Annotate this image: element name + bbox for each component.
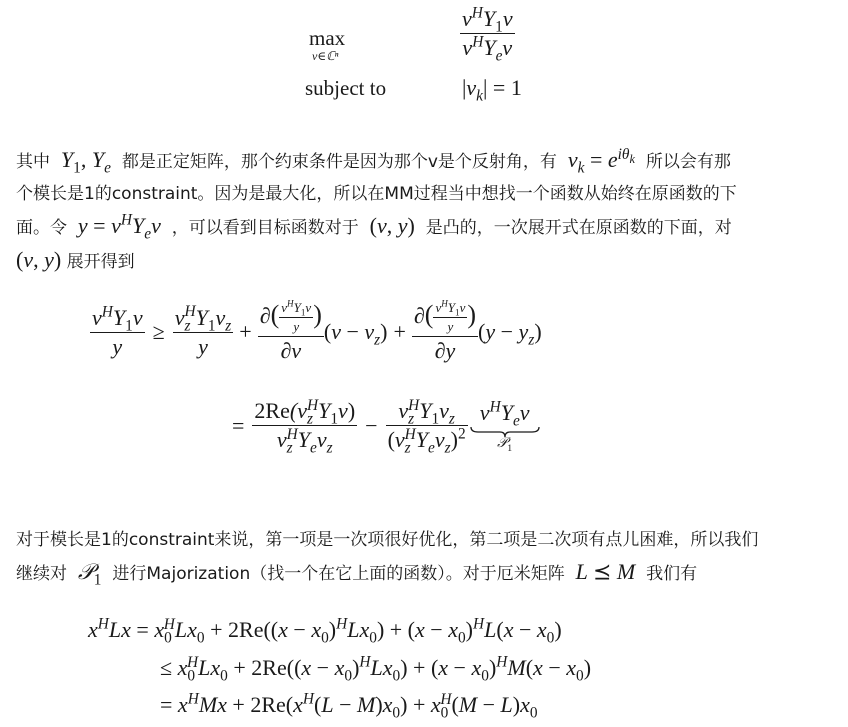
re-operator: Re bbox=[265, 398, 290, 423]
paragraph-1 bbox=[16, 144, 834, 278]
text-run: 我们有 bbox=[646, 564, 698, 584]
majorization-line-2: ≤ $x_0^HLx_0 + 2Re((x - x_0)^HLx_0) + (x - x_0)^HM(x - x_0)$ bbox=[160, 653, 592, 685]
math-l-preceq-m: L ⪯ M bbox=[570, 559, 641, 584]
optimization-problem bbox=[0, 0, 848, 110]
constraint-expression: $|v_k| = 1$ bbox=[462, 75, 522, 105]
text-run: 展开得到 bbox=[66, 252, 135, 272]
paragraph-1-line-3 bbox=[16, 210, 834, 244]
paragraph-1-line-1 bbox=[16, 144, 834, 178]
text-run: ，可以看到目标函数对于 bbox=[171, 218, 359, 238]
objective-fraction: $\frac{v^HY_1v}{v^HY_ev}$ bbox=[462, 4, 513, 65]
paragraph-1-line-2 bbox=[16, 178, 834, 210]
text-run: 个模长是1的constraint。因为是最大化，所以在MM过程当中想找一个函数从始终在原函数的下 bbox=[16, 184, 737, 204]
paragraph-2 bbox=[16, 524, 834, 590]
math-vk-definition: $v_k = e^{i\theta_k}$ bbox=[562, 145, 635, 177]
paragraph-2-line-1 bbox=[16, 524, 834, 556]
math-p1: 𝒫$_1$ bbox=[72, 559, 102, 589]
max-subscript: v∈ℂⁿ bbox=[312, 49, 339, 63]
text-run: 其中 bbox=[16, 152, 50, 172]
paragraph-2-line-2 bbox=[16, 556, 834, 590]
paragraph-1-line-4 bbox=[16, 244, 834, 278]
equation-line-2: = $\frac{2Re(v_z^HY_1v)}{v_z^HY_ev_z}$ − $\frac{v_z^HY_1v_z}{(v_z^HY_ev_z)^2}$ $v^HY_ev$ 𝒫$_1$ bbox=[232, 398, 540, 453]
math-vy-pair: (v, y) bbox=[16, 247, 62, 272]
text-run: 所以会有那 bbox=[645, 152, 731, 172]
math-y1-ye: $Y_1$, $Y_e$ bbox=[55, 147, 111, 177]
equation-line-1: $\frac{v^HY_1v}{y}$ ≥ $\frac{v_z^HY_1v_z}{y}$ + ∂( $\frac{v^HY_1v}{y}$ ) ∂v $(v - v_z)$ + ∂( $\frac{v^HY_1v}{y}$ ) ∂y $(y - y_z)$ bbox=[92, 299, 542, 364]
text-run: 进行Majorization（找一个在它上面的函数）。对于厄米矩阵 bbox=[112, 564, 565, 584]
underbrace-p1: $v^HY_ev$ 𝒫$_1$ bbox=[470, 400, 540, 452]
text-run: 面。令 bbox=[16, 218, 67, 238]
math-y-definition: $y = v^HY_ev$ bbox=[72, 211, 167, 243]
subject-to-label: subject to bbox=[305, 76, 387, 100]
majorization-line-3: = $x^HMx + 2Re(x^H(L - M)x_0) + x_0^H(M - L)x_0$ bbox=[160, 690, 538, 722]
text-run: 对于模长是1的constraint来说，第一项是一次项很好优化，第二项是二次项有点儿困难，所以我们 bbox=[16, 530, 759, 550]
text-run: 是凸的，一次展开式在原函数的下面，对 bbox=[425, 218, 732, 238]
text-run: 都是正定矩阵，那个约束条件是因为那个v是个反射角，有 bbox=[121, 152, 557, 172]
majorization-line-1: $x^HLx = x_0^HLx_0 + 2Re((x - x_0)^HLx_0) + (x - x_0)^HL(x - x_0)$ bbox=[88, 615, 562, 647]
math-vy-pair: (v, y) bbox=[369, 213, 415, 238]
max-operator: max bbox=[309, 26, 346, 50]
text-run: 继续对 bbox=[16, 564, 67, 584]
